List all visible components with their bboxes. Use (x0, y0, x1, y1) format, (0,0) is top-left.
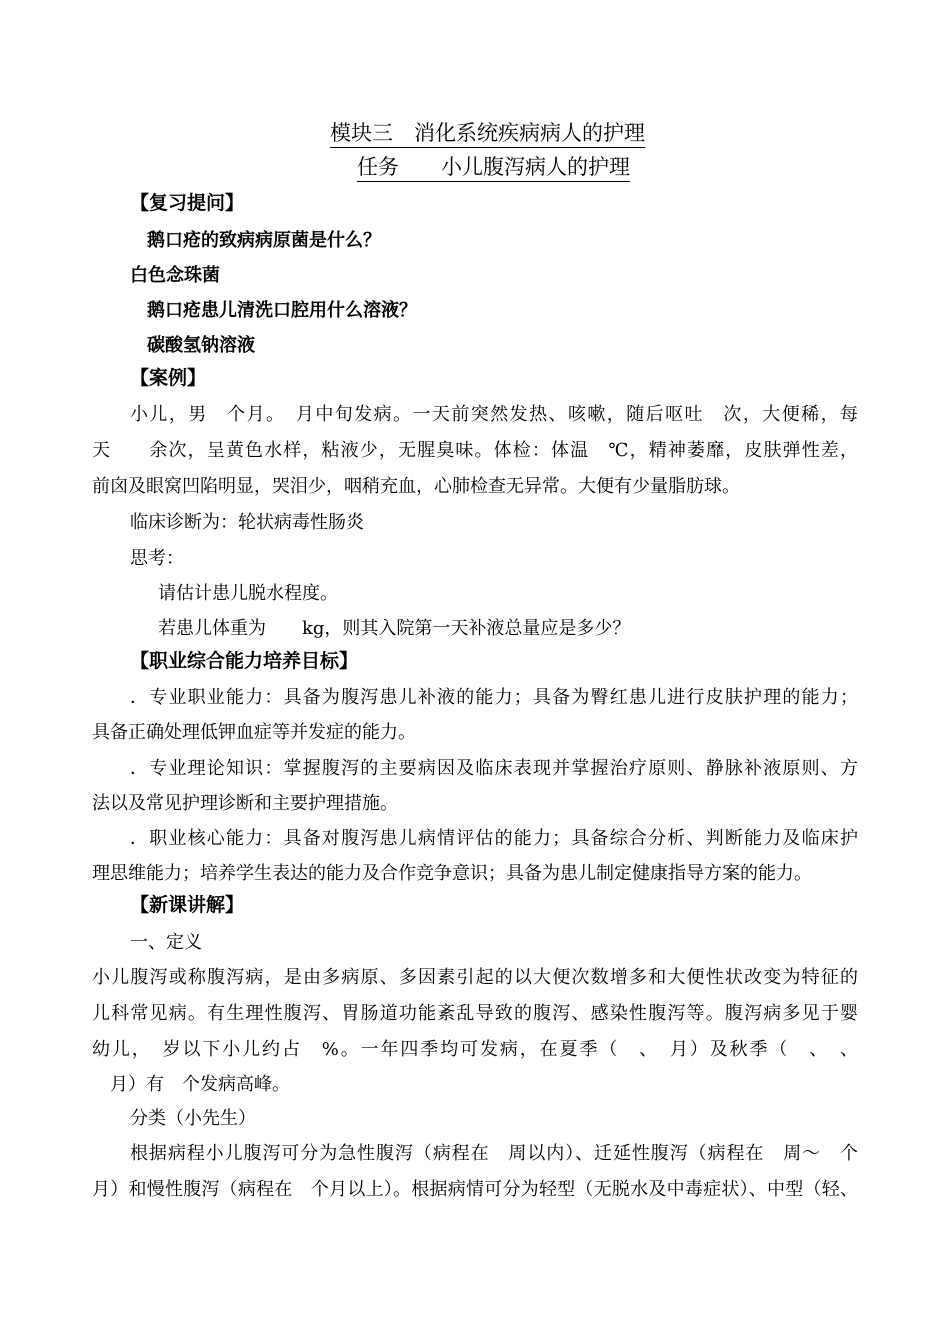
goal-2-line-1: ．专业理论知识：掌握腹泻的主要病因及临床表现并掌握治疗原则、静脉补液原则、方 (130, 758, 858, 779)
task-title (357, 153, 630, 181)
case-diagnosis: 临床诊断为：轮状病毒性肠炎 (130, 512, 364, 533)
case-heading: 【案例】 (130, 367, 207, 389)
review-question-1: 鹅口疮的致病病原菌是什么？ (147, 230, 381, 251)
goal-3-line-1: ．职业核心能力：具备对腹泻患儿病情评估的能力；具备综合分析、判断能力及临床护 (130, 828, 858, 849)
definition-line-2: 儿科常见病。有生理性腹泻、胃肠道功能紊乱导致的腹泻、感染性腹泻等。腹泻病多见于婴 (92, 1003, 858, 1024)
review-question-2: 鹅口疮患儿清洗口腔用什么溶液？ (147, 300, 417, 321)
definition-line-1: 小儿腹泻或称腹泻病，是由多病原、多因素引起的以大便次数增多和大便性状改变为特征的 (92, 967, 858, 988)
case-paragraph-line-1: 小儿，男 个月。 月中旬发病。一天前突然发热、咳嗽，随后呕吐 次，大便稀，每 (130, 404, 858, 425)
task-title-text: 任务 小儿腹泻病人的护理 (357, 155, 630, 182)
goal-3-line-2: 理思维能力；培养学生表达的能力及合作竞争意识；具备为患儿制定健康指导方案的能力。 (92, 863, 812, 884)
classification-heading: 分类（小先生） (130, 1108, 256, 1129)
lecture-heading: 【新课讲解】 (130, 894, 245, 916)
case-paragraph-line-2: 天 余次，呈黄色水样，粘液少，无腥臭味。体检：体温 ℃，精神萎靡，皮肤弹性差， (92, 440, 858, 461)
module-title (330, 119, 645, 147)
case-think-label: 思考： (130, 548, 184, 569)
case-paragraph-line-3: 前囟及眼窝凹陷明显，哭泪少，咽稍充血，心肺检查无异常。大便有少量脂肪球。 (92, 476, 740, 497)
case-think-2: 若患儿体重为 kg，则其入院第一天补液总量应是多少？ (158, 618, 631, 639)
module-title-text: 模块三 消化系统疾病病人的护理 (330, 121, 645, 148)
review-answer-2: 碳酸氢钠溶液 (147, 335, 255, 356)
classification-line-2: 月）和慢性腹泻（病程在 个月以上）。根据病情可分为轻型（无脱水及中毒症状）、中型（轻、 (92, 1179, 858, 1200)
review-answer-1: 白色念珠菌 (130, 265, 220, 286)
definition-line-3: 幼儿， 岁以下小儿约占 %。一年四季均可发病，在夏季（ 、 月）及秋季（ 、 、 (92, 1039, 858, 1060)
goals-heading: 【职业综合能力培养目标】 (130, 650, 359, 672)
case-think-1: 请估计患儿脱水程度。 (158, 583, 338, 604)
definition-line-4: 月）有 个发病高峰。 (92, 1074, 290, 1095)
classification-line-1: 根据病程小儿腹泻可分为急性腹泻（病程在 周以内）、迁延性腹泻（病程在 周～ 个 (130, 1143, 858, 1164)
section-definition-heading: 一、定义 (130, 932, 202, 953)
goal-2-line-2: 法以及常见护理诊断和主要护理措施。 (92, 793, 398, 814)
goal-1-line-2: 具备正确处理低钾血症等并发症的能力。 (92, 722, 416, 743)
goal-1-line-1: ．专业职业能力：具备为腹泻患儿补液的能力；具备为臀红患儿进行皮肤护理的能力； (130, 687, 858, 708)
review-heading: 【复习提问】 (130, 192, 245, 214)
